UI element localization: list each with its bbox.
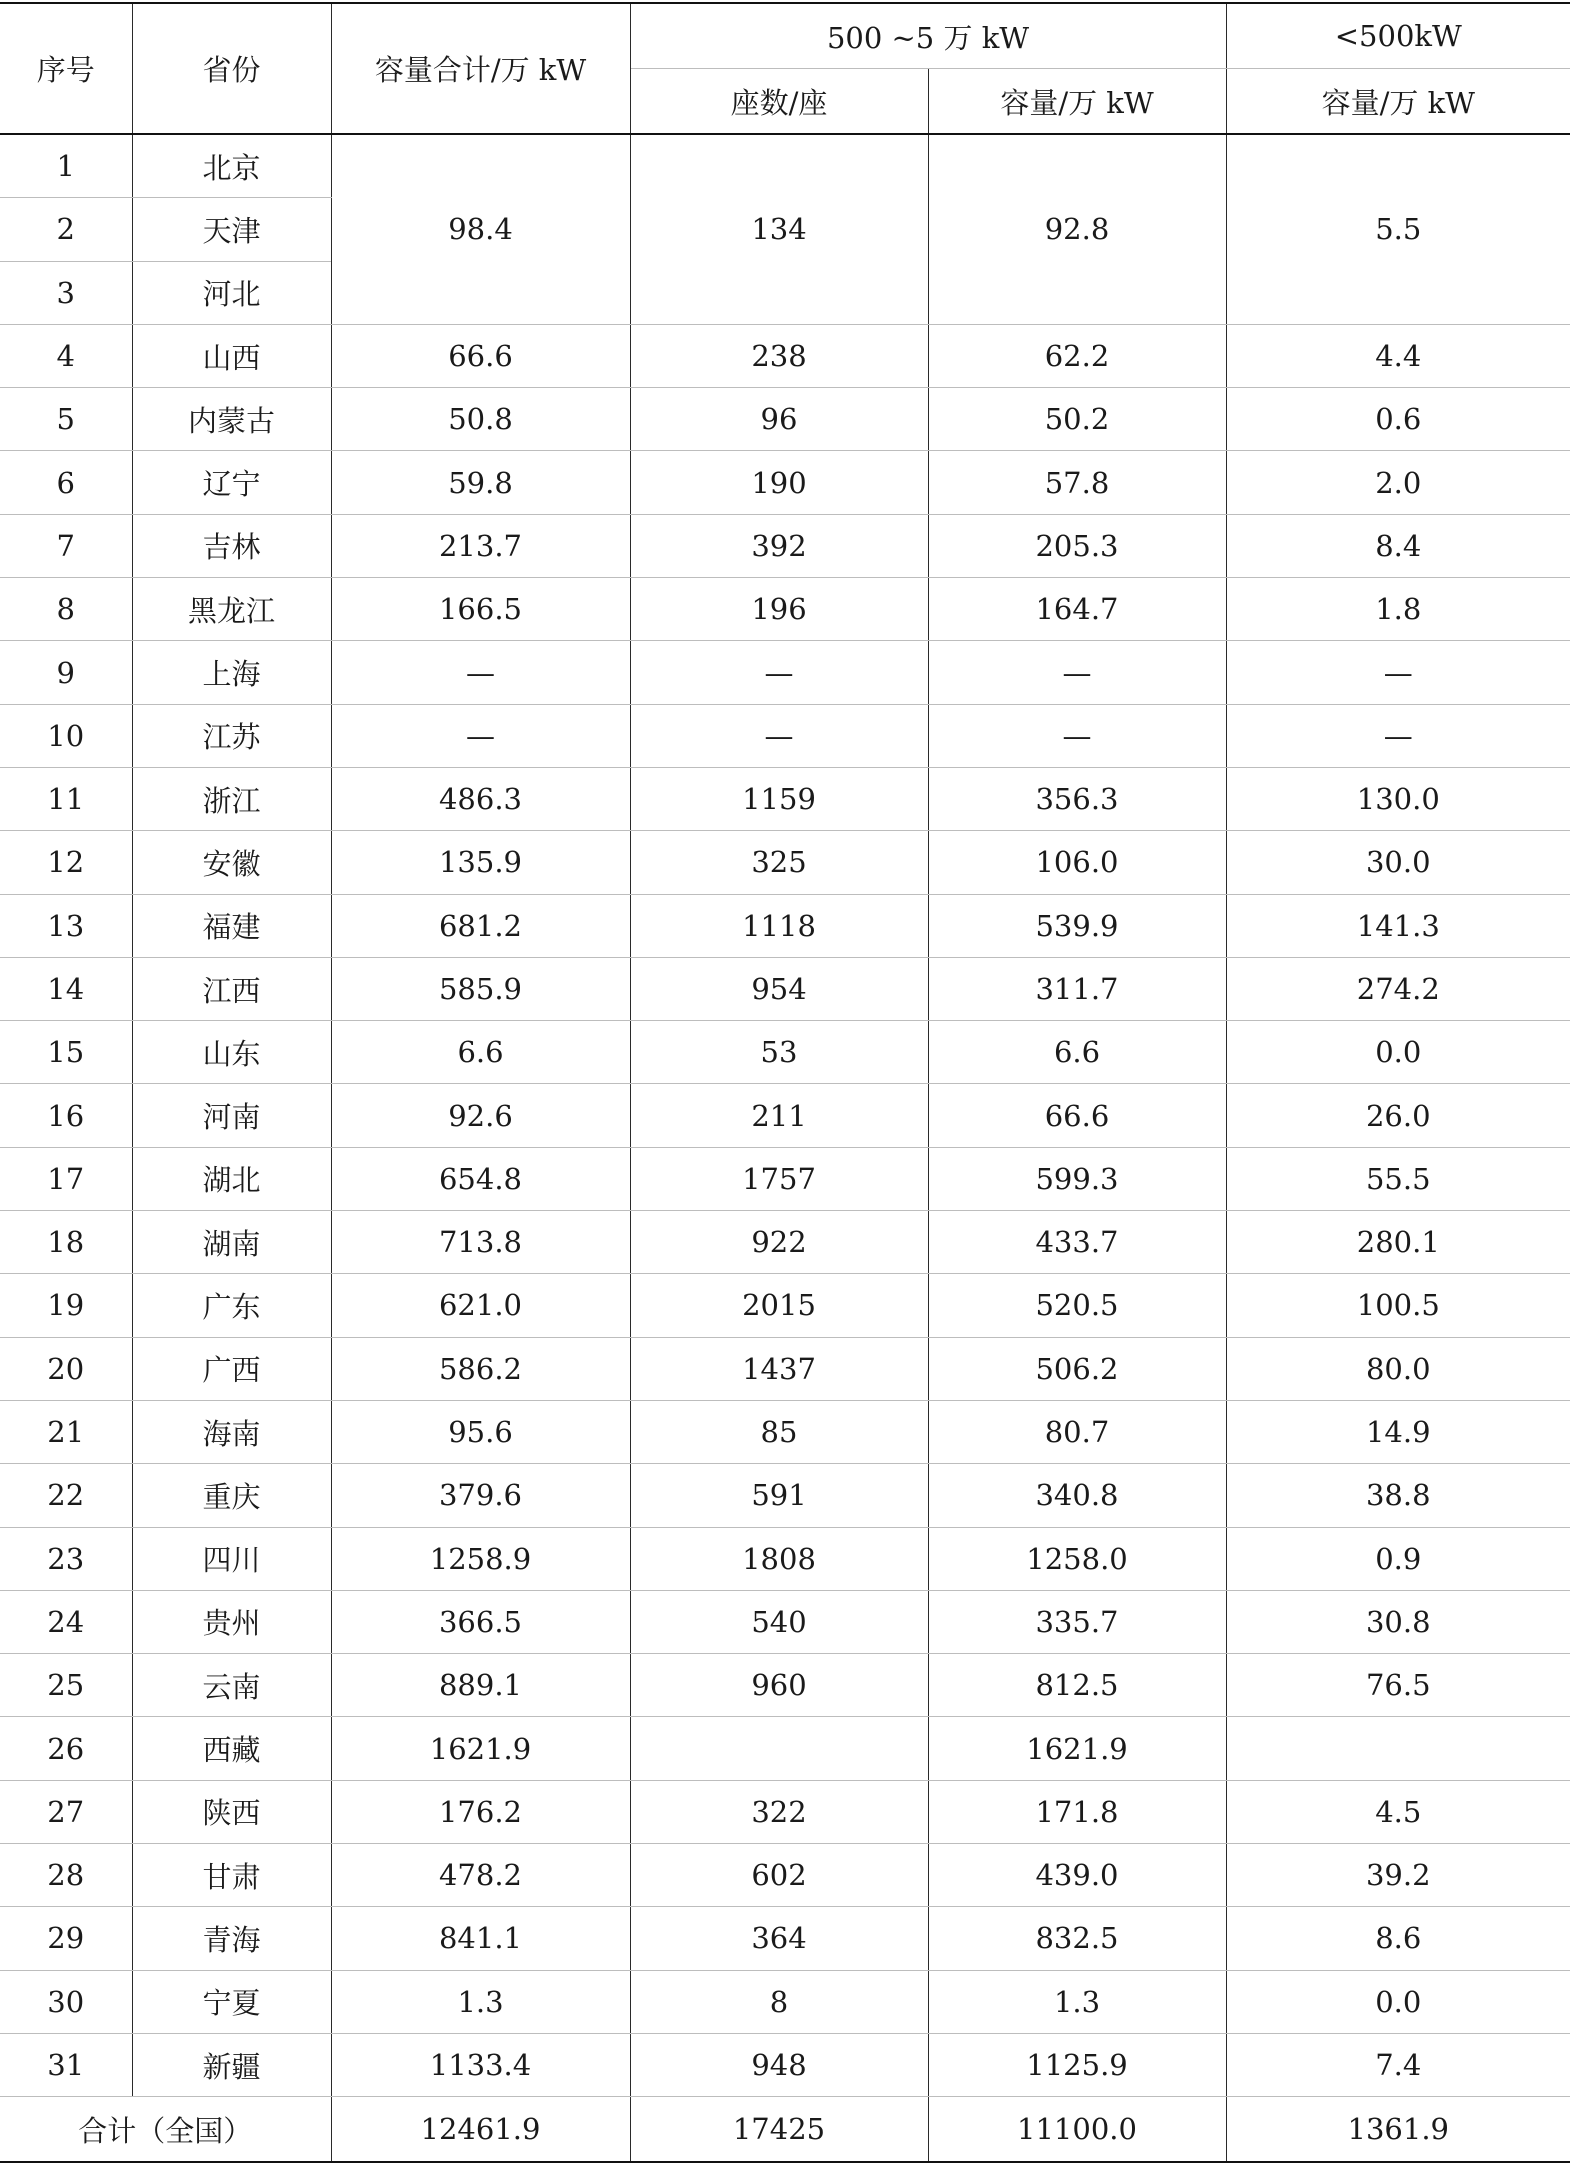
row-cap-small: 4.4 [1226, 324, 1570, 387]
row-total: 135.9 [331, 831, 630, 894]
header-province: 省份 [132, 3, 331, 134]
table-row [0, 1717, 1570, 1780]
row-cap-small: 76.5 [1226, 1654, 1570, 1717]
row-cap-large: 205.3 [928, 514, 1226, 577]
total-label: 合计（全国） [0, 2097, 331, 2163]
row-cap-large: 311.7 [928, 957, 1226, 1020]
row-no: 25 [0, 1654, 132, 1717]
row-province: 海南 [132, 1400, 331, 1463]
row-cap-small: — [1226, 641, 1570, 704]
table-row [0, 2033, 1570, 2096]
row-province: 重庆 [132, 1464, 331, 1527]
row-cap-small: 14.9 [1226, 1400, 1570, 1463]
row-no: 22 [0, 1464, 132, 1527]
row-cap-large: 1621.9 [928, 1717, 1226, 1780]
row-cap-small: 141.3 [1226, 894, 1570, 957]
table-row [0, 1844, 1570, 1907]
row-total: 478.2 [331, 1844, 630, 1907]
row-cap-large: 57.8 [928, 451, 1226, 514]
row-cap-small: 30.0 [1226, 831, 1570, 894]
row-cap-large: 335.7 [928, 1590, 1226, 1653]
row-cap-small: 8.4 [1226, 514, 1570, 577]
row-cap-large: 50.2 [928, 388, 1226, 451]
row-total: 66.6 [331, 324, 630, 387]
merged-total: 98.4 [331, 134, 630, 324]
row-province: 江苏 [132, 704, 331, 767]
row-province: 福建 [132, 894, 331, 957]
row-cap-large: 812.5 [928, 1654, 1226, 1717]
row-count: 325 [630, 831, 928, 894]
row-count: 591 [630, 1464, 928, 1527]
table-row [0, 957, 1570, 1020]
row-total: 486.3 [331, 767, 630, 830]
row-count: 96 [630, 388, 928, 451]
row-total: 92.6 [331, 1084, 630, 1147]
row-province: 青海 [132, 1907, 331, 1970]
table-row [0, 1654, 1570, 1717]
row-cap-small: 0.0 [1226, 1021, 1570, 1084]
table-row [0, 1400, 1570, 1463]
row-cap-small: 26.0 [1226, 1084, 1570, 1147]
header-group-large: 500 ~5 万 kW [630, 3, 1226, 69]
row-cap-large: 439.0 [928, 1844, 1226, 1907]
table-row [0, 1907, 1570, 1970]
table-row [0, 1527, 1570, 1590]
row-total: — [331, 704, 630, 767]
row-cap-small: 8.6 [1226, 1907, 1570, 1970]
row-cap-large: 340.8 [928, 1464, 1226, 1527]
row-province: 上海 [132, 641, 331, 704]
row-province: 黑龙江 [132, 578, 331, 641]
row-cap-small: 30.8 [1226, 1590, 1570, 1653]
row-cap-large: 356.3 [928, 767, 1226, 830]
row-cap-small: 274.2 [1226, 957, 1570, 1020]
row-cap-small: 4.5 [1226, 1780, 1570, 1843]
table-row [0, 1211, 1570, 1274]
row-cap-large: 539.9 [928, 894, 1226, 957]
row-province: 湖南 [132, 1211, 331, 1274]
row-no: 18 [0, 1211, 132, 1274]
row-no: 23 [0, 1527, 132, 1590]
table-row [0, 767, 1570, 830]
row-cap-small: 280.1 [1226, 1211, 1570, 1274]
table-row [0, 388, 1570, 451]
table-row [0, 1274, 1570, 1337]
table-row [0, 1464, 1570, 1527]
row-no: 31 [0, 2033, 132, 2096]
row-count: 196 [630, 578, 928, 641]
header-row-1 [0, 3, 1570, 69]
row-no: 27 [0, 1780, 132, 1843]
row-total: 654.8 [331, 1147, 630, 1210]
row-total: 50.8 [331, 388, 630, 451]
row-province: 内蒙古 [132, 388, 331, 451]
header-cap-small: 容量/万 kW [1226, 69, 1570, 135]
row-province: 广东 [132, 1274, 331, 1337]
table-row [0, 514, 1570, 577]
row-total: 889.1 [331, 1654, 630, 1717]
row-no: 1 [0, 134, 132, 198]
row-no: 6 [0, 451, 132, 514]
row-no: 30 [0, 1970, 132, 2033]
row-cap-small: 130.0 [1226, 767, 1570, 830]
row-count: 922 [630, 1211, 928, 1274]
table-row [0, 1780, 1570, 1843]
row-cap-small: 2.0 [1226, 451, 1570, 514]
row-province: 江西 [132, 957, 331, 1020]
row-total: 1133.4 [331, 2033, 630, 2096]
row-count: 602 [630, 1844, 928, 1907]
row-cap-small: 1.8 [1226, 578, 1570, 641]
capacity-table [0, 2, 1570, 2163]
row-total: 1258.9 [331, 1527, 630, 1590]
row-province: 广西 [132, 1337, 331, 1400]
row-total: 713.8 [331, 1211, 630, 1274]
table-row [0, 1084, 1570, 1147]
row-no: 5 [0, 388, 132, 451]
row-province: 陕西 [132, 1780, 331, 1843]
row-no: 3 [0, 261, 132, 324]
total-cap-large: 11100.0 [928, 2097, 1226, 2163]
total-total: 12461.9 [331, 2097, 630, 2163]
row-total: 681.2 [331, 894, 630, 957]
row-province: 新疆 [132, 2033, 331, 2096]
row-count [630, 1717, 928, 1780]
row-no: 12 [0, 831, 132, 894]
row-count: 948 [630, 2033, 928, 2096]
row-cap-large: 62.2 [928, 324, 1226, 387]
table-row [0, 1147, 1570, 1210]
table-row [0, 704, 1570, 767]
row-total: 379.6 [331, 1464, 630, 1527]
total-cap-small: 1361.9 [1226, 2097, 1570, 2163]
row-cap-small: 80.0 [1226, 1337, 1570, 1400]
table-row [0, 1337, 1570, 1400]
row-cap-large: 506.2 [928, 1337, 1226, 1400]
row-count: — [630, 704, 928, 767]
merged-cap-large: 92.8 [928, 134, 1226, 324]
row-count: 1757 [630, 1147, 928, 1210]
row-province: 安徽 [132, 831, 331, 894]
row-province: 浙江 [132, 767, 331, 830]
row-count: 211 [630, 1084, 928, 1147]
row-no: 10 [0, 704, 132, 767]
header-cap-large: 容量/万 kW [928, 69, 1226, 135]
row-province: 天津 [132, 198, 331, 261]
row-no: 14 [0, 957, 132, 1020]
table-row [0, 831, 1570, 894]
header-no: 序号 [0, 3, 132, 134]
header-count: 座数/座 [630, 69, 928, 135]
table-row [0, 894, 1570, 957]
row-total: 6.6 [331, 1021, 630, 1084]
header-group-small: <500kW [1226, 3, 1570, 69]
row-cap-large: 599.3 [928, 1147, 1226, 1210]
row-total: 586.2 [331, 1337, 630, 1400]
row-province: 山西 [132, 324, 331, 387]
table-row [0, 1970, 1570, 2033]
row-no: 21 [0, 1400, 132, 1463]
row-province: 四川 [132, 1527, 331, 1590]
row-count: 85 [630, 1400, 928, 1463]
row-cap-small: 0.9 [1226, 1527, 1570, 1590]
row-province: 北京 [132, 134, 331, 198]
row-count: 1437 [630, 1337, 928, 1400]
row-cap-large: 1125.9 [928, 2033, 1226, 2096]
row-total: 1621.9 [331, 1717, 630, 1780]
row-count: 1118 [630, 894, 928, 957]
row-count: 1808 [630, 1527, 928, 1590]
row-no: 28 [0, 1844, 132, 1907]
row-total: 95.6 [331, 1400, 630, 1463]
row-cap-small: 0.0 [1226, 1970, 1570, 2033]
row-province: 吉林 [132, 514, 331, 577]
header-total-capacity: 容量合计/万 kW [331, 3, 630, 134]
row-cap-small [1226, 1717, 1570, 1780]
row-count: 53 [630, 1021, 928, 1084]
row-province: 贵州 [132, 1590, 331, 1653]
row-count: 364 [630, 1907, 928, 1970]
row-province: 西藏 [132, 1717, 331, 1780]
row-total: 621.0 [331, 1274, 630, 1337]
row-count: 190 [630, 451, 928, 514]
row-province: 河北 [132, 261, 331, 324]
row-total: 1.3 [331, 1970, 630, 2033]
table-row [0, 451, 1570, 514]
row-province: 湖北 [132, 1147, 331, 1210]
row-cap-large: 171.8 [928, 1780, 1226, 1843]
row-cap-large: 66.6 [928, 1084, 1226, 1147]
row-count: 322 [630, 1780, 928, 1843]
row-no: 4 [0, 324, 132, 387]
row-cap-small: 38.8 [1226, 1464, 1570, 1527]
row-count: 1159 [630, 767, 928, 830]
row-count: 238 [630, 324, 928, 387]
row-total: — [331, 641, 630, 704]
total-row [0, 2097, 1570, 2163]
row-no: 16 [0, 1084, 132, 1147]
row-no: 24 [0, 1590, 132, 1653]
row-count: 954 [630, 957, 928, 1020]
row-cap-large: — [928, 704, 1226, 767]
row-no: 9 [0, 641, 132, 704]
row-cap-small: 7.4 [1226, 2033, 1570, 2096]
row-total: 213.7 [331, 514, 630, 577]
row-no: 20 [0, 1337, 132, 1400]
merged-count: 134 [630, 134, 928, 324]
row-province: 云南 [132, 1654, 331, 1717]
table-row [0, 578, 1570, 641]
row-province: 宁夏 [132, 1970, 331, 2033]
row-no: 17 [0, 1147, 132, 1210]
row-province: 山东 [132, 1021, 331, 1084]
row-total: 59.8 [331, 451, 630, 514]
row-cap-large: 80.7 [928, 1400, 1226, 1463]
row-count: 392 [630, 514, 928, 577]
total-count: 17425 [630, 2097, 928, 2163]
row-no: 7 [0, 514, 132, 577]
row-cap-large: 832.5 [928, 1907, 1226, 1970]
row-count: — [630, 641, 928, 704]
row-cap-large: 1.3 [928, 1970, 1226, 2033]
table-row [0, 1021, 1570, 1084]
row-cap-large: 520.5 [928, 1274, 1226, 1337]
row-count: 8 [630, 1970, 928, 2033]
table-row [0, 641, 1570, 704]
row-total: 366.5 [331, 1590, 630, 1653]
row-total: 585.9 [331, 957, 630, 1020]
row-cap-large: 106.0 [928, 831, 1226, 894]
table-row [0, 324, 1570, 387]
row-province: 辽宁 [132, 451, 331, 514]
row-cap-small: 100.5 [1226, 1274, 1570, 1337]
row-no: 8 [0, 578, 132, 641]
row-cap-large: 6.6 [928, 1021, 1226, 1084]
row-no: 19 [0, 1274, 132, 1337]
row-cap-small: — [1226, 704, 1570, 767]
row-no: 2 [0, 198, 132, 261]
row-no: 29 [0, 1907, 132, 1970]
row-cap-large: 164.7 [928, 578, 1226, 641]
row-no: 15 [0, 1021, 132, 1084]
row-cap-small: 39.2 [1226, 1844, 1570, 1907]
row-cap-large: — [928, 641, 1226, 704]
row-cap-small: 55.5 [1226, 1147, 1570, 1210]
row-cap-large: 1258.0 [928, 1527, 1226, 1590]
row-province: 甘肃 [132, 1844, 331, 1907]
row-cap-large: 433.7 [928, 1211, 1226, 1274]
merged-cap-small: 5.5 [1226, 134, 1570, 324]
table-row [0, 1590, 1570, 1653]
row-count: 540 [630, 1590, 928, 1653]
row-count: 2015 [630, 1274, 928, 1337]
row-no: 11 [0, 767, 132, 830]
table-row [0, 134, 1570, 198]
row-total: 166.5 [331, 578, 630, 641]
row-count: 960 [630, 1654, 928, 1717]
row-total: 176.2 [331, 1780, 630, 1843]
row-cap-small: 0.6 [1226, 388, 1570, 451]
row-no: 26 [0, 1717, 132, 1780]
row-no: 13 [0, 894, 132, 957]
row-total: 841.1 [331, 1907, 630, 1970]
row-province: 河南 [132, 1084, 331, 1147]
